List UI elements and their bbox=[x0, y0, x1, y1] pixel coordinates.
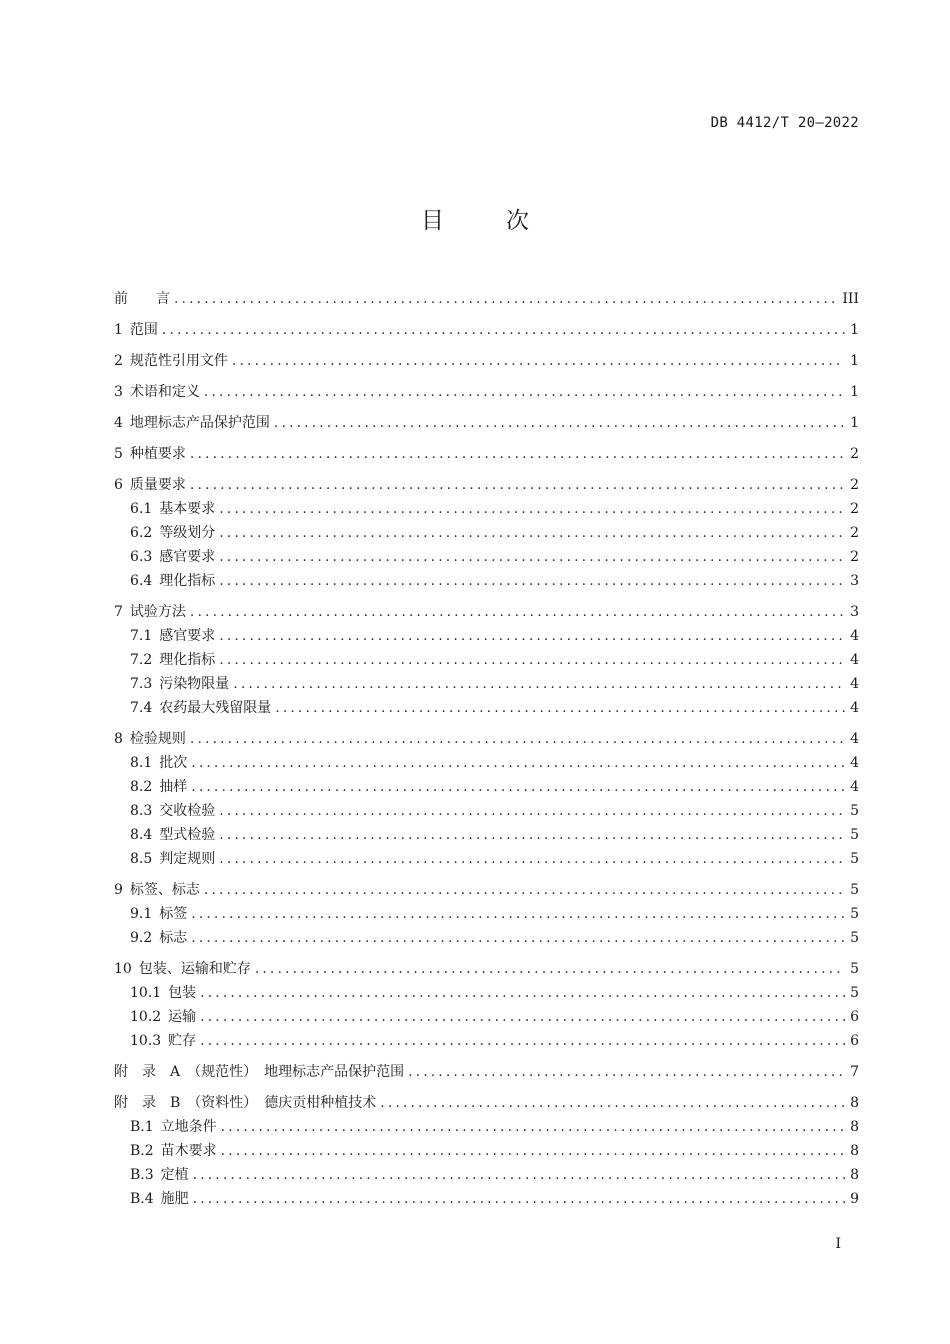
toc-entry-text: 施肥 bbox=[160, 1191, 189, 1207]
toc-entry-text: 质量要求 bbox=[129, 477, 186, 493]
toc-entry[interactable] bbox=[114, 727, 859, 751]
page-title: 目次 bbox=[421, 208, 591, 234]
toc-entry-label bbox=[114, 1060, 404, 1084]
toc-entry-number: 8.2 bbox=[130, 779, 153, 795]
toc-entry-text: 理化指标 bbox=[159, 573, 216, 589]
toc-entry-label bbox=[130, 775, 187, 799]
toc-entry-text: 等级划分 bbox=[159, 525, 216, 541]
toc-entry[interactable] bbox=[114, 545, 859, 569]
toc-leader-dots bbox=[200, 981, 845, 1005]
toc-entry-number: B.4 bbox=[130, 1191, 154, 1207]
toc-entry[interactable] bbox=[114, 823, 859, 847]
toc-entry-text: 规范性引用文件 bbox=[129, 353, 228, 369]
toc-leader-dots bbox=[233, 672, 845, 696]
toc-leader-dots bbox=[191, 751, 845, 775]
toc-entry[interactable] bbox=[114, 600, 859, 624]
toc-entry-label bbox=[114, 349, 228, 373]
toc-entry[interactable] bbox=[114, 442, 859, 466]
toc-entry-number: B.3 bbox=[130, 1167, 154, 1183]
toc-entry-text: 标志 bbox=[159, 930, 188, 946]
toc-entry-page: 1 bbox=[850, 353, 859, 369]
toc-entry-number: 7.3 bbox=[130, 676, 153, 692]
toc-leader-dots bbox=[204, 380, 845, 404]
toc-entry-page: 4 bbox=[850, 676, 859, 692]
toc-entry-number: 4 bbox=[114, 415, 123, 431]
toc-entry-label bbox=[130, 751, 187, 775]
toc-leader-dots bbox=[174, 287, 838, 311]
toc-leader-dots bbox=[190, 600, 845, 624]
toc-entry-label bbox=[114, 411, 270, 435]
toc-leader-dots bbox=[193, 1187, 845, 1211]
toc-entry-number: 7.2 bbox=[130, 652, 153, 668]
toc-entry[interactable] bbox=[114, 1060, 859, 1084]
toc-entry-label bbox=[130, 1029, 196, 1053]
toc-entry-label bbox=[130, 902, 187, 926]
toc-entry-page: 1 bbox=[850, 322, 859, 338]
toc-entry-label bbox=[130, 497, 215, 521]
toc-leader-dots bbox=[219, 545, 845, 569]
toc-entry-text: 贮存 bbox=[168, 1033, 197, 1049]
toc-entry-number: 7 bbox=[114, 604, 123, 620]
toc-entry-text: 包装、运输和贮存 bbox=[138, 961, 251, 977]
toc-entry-text: 定植 bbox=[160, 1167, 189, 1183]
toc-leader-dots bbox=[219, 497, 845, 521]
toc-entry-number: B.2 bbox=[130, 1143, 154, 1159]
toc-entry[interactable] bbox=[114, 473, 859, 497]
toc-leader-dots bbox=[219, 648, 845, 672]
toc-leader-dots bbox=[380, 1091, 845, 1115]
toc-entry-number: 6 bbox=[114, 477, 123, 493]
toc-entry-page: 9 bbox=[850, 1191, 859, 1207]
toc-entry-text: 型式检验 bbox=[159, 827, 216, 843]
toc-entry-page: 8 bbox=[850, 1167, 859, 1183]
toc-leader-dots bbox=[191, 902, 845, 926]
toc-entry-text: 试验方法 bbox=[129, 604, 186, 620]
toc-entry-label bbox=[130, 1187, 189, 1211]
toc-entry-text: 立地条件 bbox=[160, 1119, 217, 1135]
toc-entry-number: 9.2 bbox=[130, 930, 153, 946]
toc-entry[interactable] bbox=[114, 878, 859, 902]
toc-entry-label bbox=[114, 600, 186, 624]
toc-entry[interactable] bbox=[114, 569, 859, 593]
toc-entry-text: 交收检验 bbox=[159, 803, 216, 819]
toc-leader-dots bbox=[162, 318, 845, 342]
toc-entry-label bbox=[114, 473, 186, 497]
toc-entry-page: 4 bbox=[850, 755, 859, 771]
toc-entry-label bbox=[130, 569, 215, 593]
toc-leader-dots bbox=[191, 926, 845, 950]
toc-entry-page: 2 bbox=[850, 549, 859, 565]
toc-entry-label bbox=[130, 847, 215, 871]
toc-leader-dots bbox=[190, 473, 845, 497]
toc-entry-number: 3 bbox=[114, 384, 123, 400]
toc-leader-dots bbox=[219, 823, 845, 847]
toc-leader-dots bbox=[190, 442, 845, 466]
toc-entry-page: 6 bbox=[850, 1033, 859, 1049]
toc-leader-dots bbox=[274, 411, 845, 435]
toc-entry-text: 运输 bbox=[168, 1009, 197, 1025]
toc-entry-number: 6.1 bbox=[130, 501, 153, 517]
toc-entry[interactable] bbox=[114, 1163, 859, 1187]
toc-leader-dots bbox=[221, 1139, 845, 1163]
toc-leader-dots bbox=[219, 521, 845, 545]
toc-entry-page: 8 bbox=[850, 1095, 859, 1111]
toc-entry-number: 8.1 bbox=[130, 755, 153, 771]
toc-entry-label bbox=[114, 957, 251, 981]
toc-entry[interactable] bbox=[114, 751, 859, 775]
toc-entry-label bbox=[114, 1091, 376, 1115]
toc-entry-page: 3 bbox=[850, 604, 859, 620]
toc-entry-number: 8.5 bbox=[130, 851, 153, 867]
toc-entry-label bbox=[130, 624, 215, 648]
toc-entry-text: 判定规则 bbox=[159, 851, 216, 867]
toc-entry[interactable] bbox=[114, 349, 859, 373]
toc-entry[interactable] bbox=[114, 847, 859, 871]
standard-code: DB 4412/T 20—2022 bbox=[710, 115, 859, 131]
toc-entry[interactable] bbox=[114, 775, 859, 799]
toc-entry[interactable] bbox=[114, 926, 859, 950]
toc-entry-text: 感官要求 bbox=[159, 628, 216, 644]
toc-entry-page: 2 bbox=[850, 477, 859, 493]
toc-entry[interactable] bbox=[114, 902, 859, 926]
toc-leader-dots bbox=[221, 1115, 845, 1139]
toc-entry-page: 8 bbox=[850, 1119, 859, 1135]
toc-entry[interactable] bbox=[114, 957, 859, 981]
toc-entry-text: 包装 bbox=[168, 985, 197, 1001]
toc-entry[interactable] bbox=[114, 411, 859, 435]
toc-leader-dots bbox=[193, 1163, 845, 1187]
toc-entry-label bbox=[114, 442, 186, 466]
toc-entry-page: 4 bbox=[850, 731, 859, 747]
toc-entry-text: 批次 bbox=[159, 755, 188, 771]
toc-leader-dots bbox=[219, 624, 845, 648]
toc-leader-dots bbox=[200, 1029, 845, 1053]
toc-entry-page: 5 bbox=[850, 930, 859, 946]
toc-entry-text: 标签、标志 bbox=[129, 882, 200, 898]
toc-leader-dots bbox=[275, 696, 845, 720]
toc-entry-label bbox=[114, 727, 186, 751]
toc-entry-number: 8.4 bbox=[130, 827, 153, 843]
toc-entry-text: 前 言 bbox=[114, 291, 170, 307]
toc-leader-dots bbox=[204, 878, 845, 902]
toc-entry-label bbox=[114, 287, 170, 311]
toc-entry-number: 9 bbox=[114, 882, 123, 898]
toc-entry-text: 感官要求 bbox=[159, 549, 216, 565]
toc-entry-number: 8 bbox=[114, 731, 123, 747]
table-of-contents bbox=[114, 287, 859, 1211]
toc-entry-number: 10.1 bbox=[130, 985, 162, 1001]
toc-entry-number: 8.3 bbox=[130, 803, 153, 819]
toc-entry-number: 9.1 bbox=[130, 906, 153, 922]
toc-entry-number: 1 bbox=[114, 322, 123, 338]
toc-entry-page: 1 bbox=[850, 384, 859, 400]
toc-entry-page: 4 bbox=[850, 652, 859, 668]
toc-leader-dots bbox=[190, 727, 845, 751]
toc-entry-page: 2 bbox=[850, 501, 859, 517]
toc-entry-page: 4 bbox=[850, 628, 859, 644]
toc-entry[interactable] bbox=[114, 1029, 859, 1053]
page-number: I bbox=[835, 1236, 841, 1252]
toc-entry[interactable] bbox=[114, 981, 859, 1005]
toc-leader-dots bbox=[408, 1060, 845, 1084]
toc-leader-dots bbox=[200, 1005, 845, 1029]
toc-entry-text: 术语和定义 bbox=[129, 384, 200, 400]
toc-entry-text: 苗木要求 bbox=[160, 1143, 217, 1159]
toc-entry[interactable] bbox=[114, 380, 859, 404]
toc-entry-page: III bbox=[842, 291, 859, 307]
toc-leader-dots bbox=[255, 957, 845, 981]
toc-entry[interactable] bbox=[114, 287, 859, 311]
toc-entry-page: 7 bbox=[850, 1064, 859, 1080]
toc-entry-label bbox=[130, 981, 196, 1005]
toc-entry-number: 6.3 bbox=[130, 549, 153, 565]
toc-entry-number: 10.2 bbox=[130, 1009, 162, 1025]
toc-entry[interactable] bbox=[114, 672, 859, 696]
toc-entry-label bbox=[130, 672, 229, 696]
toc-entry-number: 10.3 bbox=[130, 1033, 162, 1049]
toc-entry[interactable] bbox=[114, 648, 859, 672]
toc-entry-label bbox=[130, 696, 271, 720]
toc-entry[interactable] bbox=[114, 497, 859, 521]
toc-entry-label bbox=[114, 878, 200, 902]
toc-entry-page: 5 bbox=[850, 906, 859, 922]
toc-entry-text: 农药最大残留限量 bbox=[159, 700, 272, 716]
toc-entry[interactable] bbox=[114, 1187, 859, 1211]
toc-entry-page: 5 bbox=[850, 851, 859, 867]
toc-entry-number: 7.4 bbox=[130, 700, 153, 716]
toc-entry-text: 检验规则 bbox=[129, 731, 186, 747]
toc-entry-label bbox=[130, 926, 187, 950]
toc-entry-page: 4 bbox=[850, 700, 859, 716]
toc-entry-page: 2 bbox=[850, 525, 859, 541]
toc-entry-label bbox=[130, 1005, 196, 1029]
toc-entry-number: 5 bbox=[114, 446, 123, 462]
toc-entry-text: 标签 bbox=[159, 906, 188, 922]
toc-leader-dots bbox=[219, 799, 845, 823]
toc-leader-dots bbox=[219, 847, 845, 871]
toc-entry-page: 6 bbox=[850, 1009, 859, 1025]
toc-entry-text: 抽样 bbox=[159, 779, 188, 795]
toc-entry-label bbox=[130, 521, 215, 545]
toc-entry-text: 污染物限量 bbox=[159, 676, 230, 692]
toc-entry-number: B.1 bbox=[130, 1119, 154, 1135]
toc-entry-page: 5 bbox=[850, 961, 859, 977]
toc-leader-dots bbox=[219, 569, 845, 593]
toc-entry-page: 1 bbox=[850, 415, 859, 431]
toc-entry[interactable] bbox=[114, 1115, 859, 1139]
toc-entry-page: 5 bbox=[850, 803, 859, 819]
toc-entry[interactable] bbox=[114, 696, 859, 720]
toc-entry-page: 5 bbox=[850, 882, 859, 898]
toc-entry[interactable] bbox=[114, 624, 859, 648]
toc-entry-label bbox=[130, 1115, 217, 1139]
toc-entry-label bbox=[130, 1163, 189, 1187]
toc-entry-page: 5 bbox=[850, 985, 859, 1001]
toc-entry[interactable] bbox=[114, 1091, 859, 1115]
toc-entry-label bbox=[130, 545, 215, 569]
toc-entry-number: 10 bbox=[114, 961, 132, 977]
toc-entry-page: 8 bbox=[850, 1143, 859, 1159]
toc-entry-page: 2 bbox=[850, 446, 859, 462]
toc-entry-number: 6.2 bbox=[130, 525, 153, 541]
toc-entry-label bbox=[114, 318, 158, 342]
toc-entry-number: 6.4 bbox=[130, 573, 153, 589]
toc-entry[interactable] bbox=[114, 1005, 859, 1029]
toc-leader-dots bbox=[191, 775, 845, 799]
toc-entry-label bbox=[130, 823, 215, 847]
toc-entry[interactable] bbox=[114, 1139, 859, 1163]
toc-leader-dots bbox=[232, 349, 845, 373]
toc-entry-page: 5 bbox=[850, 827, 859, 843]
toc-entry-text: 地理标志产品保护范围 bbox=[129, 415, 270, 431]
toc-entry[interactable] bbox=[114, 521, 859, 545]
toc-entry-text: 附 录 B （资料性） 德庆贡柑种植技术 bbox=[114, 1095, 377, 1111]
toc-entry-label bbox=[114, 380, 200, 404]
toc-entry-page: 3 bbox=[850, 573, 859, 589]
toc-entry-number: 7.1 bbox=[130, 628, 153, 644]
toc-entry[interactable] bbox=[114, 799, 859, 823]
toc-entry-text: 种植要求 bbox=[129, 446, 186, 462]
toc-entry-text: 基本要求 bbox=[159, 501, 216, 517]
toc-entry-text: 附 录 A （规范性） 地理标志产品保护范围 bbox=[114, 1064, 405, 1080]
toc-entry[interactable] bbox=[114, 318, 859, 342]
toc-entry-number: 2 bbox=[114, 353, 123, 369]
toc-entry-page: 4 bbox=[850, 779, 859, 795]
toc-entry-label bbox=[130, 648, 215, 672]
toc-entry-label bbox=[130, 799, 215, 823]
toc-entry-label bbox=[130, 1139, 217, 1163]
toc-entry-text: 理化指标 bbox=[159, 652, 216, 668]
toc-entry-text: 范围 bbox=[129, 322, 158, 338]
